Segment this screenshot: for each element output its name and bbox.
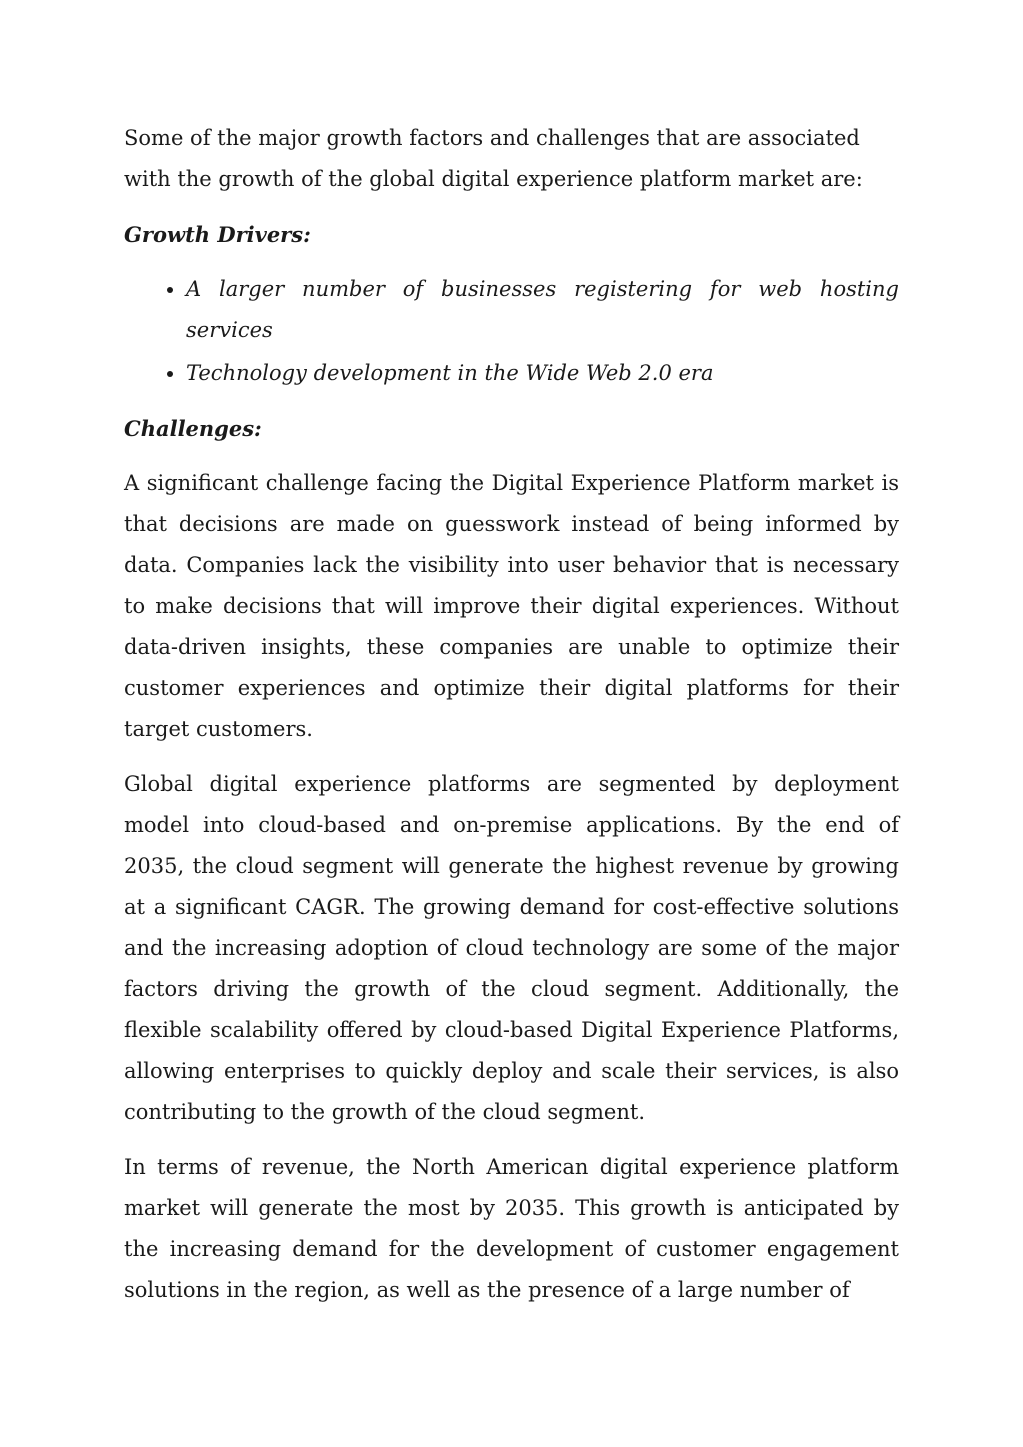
intro-paragraph: Some of the major growth factors and challenges that are associated with the growth of the global digital experience platform market are: (124, 126, 863, 191)
challenges-heading: Challenges: (124, 416, 262, 441)
list-item: • A larger number of businesses registering for web hosting services (186, 269, 899, 351)
challenges-paragraph: A significant challenge facing the Digital Experience Platform market is that decisions are made on guesswork instead of being informed by data. Companies lack the visibility into user behavior that is necessary to make decisions that will improve their digital experiences. Without data-driven insights, these companies are unable to optimize their customer experiences and optimize their digital platforms for their target customers. (124, 471, 899, 741)
growth-drivers-heading: Growth Drivers: (124, 222, 311, 247)
growth-drivers-list (124, 269, 899, 394)
document-page (124, 118, 899, 1325)
list-item: • Technology development in the Wide Web 2.0 era (186, 353, 899, 394)
segmentation-paragraph: Global digital experience platforms are segmented by deployment model into cloud-based and on-premise applications. By the end of 2035, the cloud segment will generate the highest revenue by growing at a significant CAGR. The growing demand for cost-effective solutions and the increasing adoption of cloud technology are some of the major factors driving the growth of the cloud segment. Additionally, the flexible scalability offered by cloud-based Digital Experience Platforms, allowing enterprises to quickly deploy and scale their services, is also contributing to the growth of the cloud segment. (124, 772, 899, 1124)
regional-paragraph: In terms of revenue, the North American digital experience platform market will generate the most by 2035. This growth is anticipated by the increasing demand for the development of customer engagement solutions in the region, as well as the presence of a large number of (124, 1155, 899, 1302)
